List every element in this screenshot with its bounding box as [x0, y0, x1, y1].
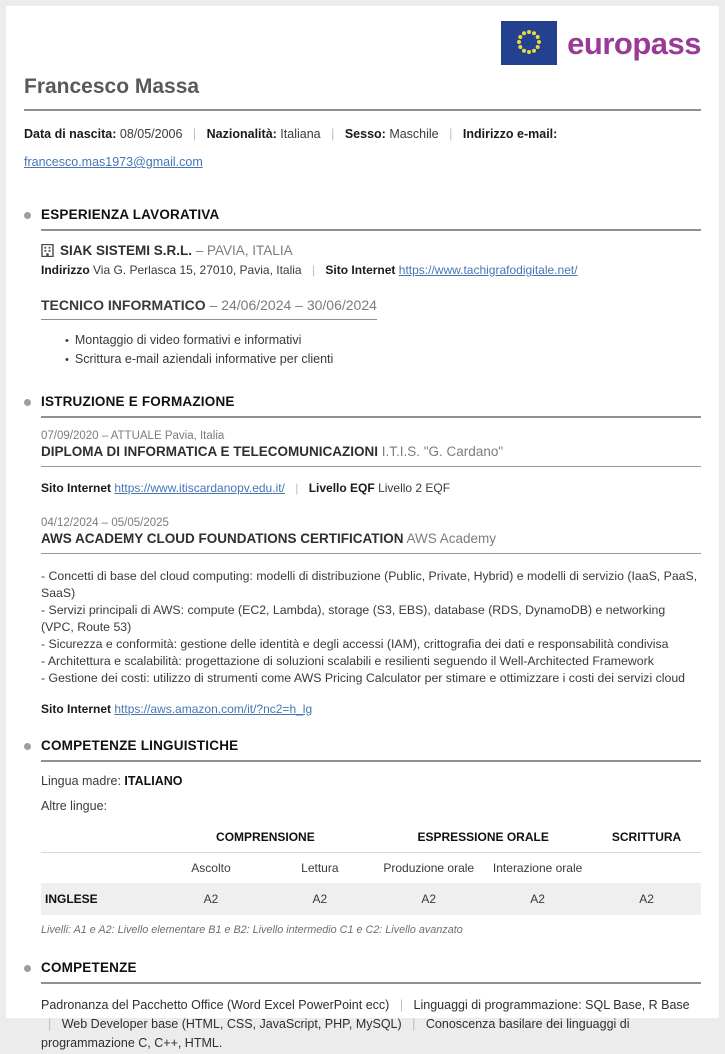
logo-row: [24, 21, 701, 65]
separator: |: [449, 127, 453, 141]
employer-meta-line: [41, 263, 701, 277]
section-work: [41, 207, 701, 370]
separator: |: [331, 127, 335, 141]
employer-website-link[interactable]: https://www.tachigrafodigitale.net/: [398, 263, 578, 277]
level-cell-lettura: A2: [265, 883, 374, 915]
website-label: Sito Internet: [41, 701, 112, 716]
building-icon: [41, 244, 54, 257]
description-line: - Gestione dei costi: utilizzo di strumenti come AWS Pricing Calculator per stimare e ottimizzare i costi dei servizi cloud: [41, 670, 685, 685]
separator: |: [412, 1016, 416, 1031]
nationality-label: Nazionalità:: [206, 127, 277, 141]
column-header-interazione-orale: Interazione orale: [492, 860, 583, 875]
job-duty-item: • Montaggio di video formativi e informativi: [65, 331, 701, 350]
table-corner-cell: [41, 824, 157, 853]
education-degree-line: [41, 531, 701, 554]
aws-website-link[interactable]: https://aws.amazon.com/it/?nc2=h_lg: [114, 701, 313, 716]
separator: |: [311, 263, 316, 277]
education-entry-dates: 07/09/2020 – ATTUALE Pavia, Italia: [41, 429, 225, 442]
skill-item: Padronanza del Pacchetto Office (Word Excel PowerPoint ecc): [41, 997, 390, 1012]
header-divider: [24, 109, 701, 111]
sex-value: Maschile: [389, 127, 439, 141]
degree-title: DIPLOMA DI INFORMATICA E TELECOMUNICAZIONI: [41, 443, 378, 459]
europass-logo: [501, 21, 701, 65]
cv-page: [6, 6, 719, 1051]
column-header-produzione-orale: Produzione orale: [383, 860, 475, 875]
section-bullet-icon: [24, 399, 31, 406]
section-skills: [41, 960, 701, 1054]
education-section-title: ISTRUZIONE E FORMAZIONE: [41, 394, 701, 418]
cefr-levels-note: Livelli: A1 e A2: Livello elementare B1 e B2: Livello intermedio C1 e C2: Livello avanzato: [41, 923, 463, 936]
description-line: - Sicurezza e conformità: gestione delle identità e degli accessi (IAM), crittografia dei dati e responsabilità condivisa: [41, 636, 669, 651]
level-cell-produzione: A2: [374, 883, 483, 915]
birthdate-label: Data di nascita:: [24, 127, 117, 141]
person-name: Francesco Massa: [24, 75, 200, 98]
table-empty-cell: [592, 852, 701, 883]
column-group-scrittura: SCRITTURA: [592, 824, 701, 853]
skill-item: Linguaggi di programmazione: SQL Base, R Base: [413, 997, 690, 1012]
degree-title: AWS ACADEMY CLOUD FOUNDATIONS CERTIFICATION: [41, 530, 404, 546]
address-label: Indirizzo: [41, 263, 90, 277]
column-group-espressione-orale: ESPRESSIONE ORALE: [374, 824, 592, 853]
column-header-lettura: Lettura: [301, 860, 339, 875]
other-languages-label: Altre lingue:: [41, 798, 108, 813]
table-row: [41, 883, 701, 915]
separator: |: [48, 1016, 52, 1031]
job-duties-list: [65, 331, 701, 370]
eqf-value: Livello 2 EQF: [378, 480, 451, 495]
employer-location: – PAVIA, ITALIA: [195, 243, 293, 258]
personal-info-row: [24, 127, 701, 141]
description-line: - Servizi principali di AWS: compute (EC2, Lambda), storage (S3, EBS), database (RDS, DynamoDB) e networking (VPC, Route 53): [41, 602, 666, 634]
education-entry-location: Pavia, Italia: [164, 429, 225, 442]
languages-section-title: COMPETENZE LINGUISTICHE: [41, 738, 701, 762]
certification-meta-line: [41, 702, 701, 716]
mother-tongue-label: Lingua madre:: [41, 773, 121, 788]
separator: |: [399, 997, 404, 1012]
website-label: Sito Internet: [325, 263, 396, 277]
website-label: Sito Internet: [41, 480, 112, 495]
language-skills-table: [41, 824, 701, 915]
eqf-label: Livello EQF: [308, 480, 375, 495]
column-group-comprensione: COMPRENSIONE: [157, 824, 375, 853]
level-cell-interazione: A2: [483, 883, 592, 915]
column-header-ascolto: Ascolto: [191, 860, 231, 875]
school-website-link[interactable]: https://www.itiscardanopv.edu.it/: [114, 480, 285, 495]
work-section-title: ESPERIENZA LAVORATIVA: [41, 207, 701, 231]
job-dates: – 24/06/2024 – 30/06/2024: [209, 297, 377, 313]
skill-item: Web Developer base (HTML, CSS, JavaScript, PHP, MySQL): [61, 1016, 402, 1031]
education-meta-line: [41, 481, 701, 495]
sex-label: Sesso:: [344, 127, 386, 141]
job-title-block: [41, 297, 377, 320]
email-label: Indirizzo e-mail:: [462, 127, 558, 141]
mother-tongue-line: [41, 774, 701, 788]
address-value: Via G. Perlasca 15, 27010, Pavia, Italia: [93, 263, 302, 277]
description-line: - Architettura e scalabilità: progettazione di soluzioni scalabili e resilienti seguendo il Well-Architected Framework: [41, 653, 654, 668]
job-title: TECNICO INFORMATICO: [41, 297, 206, 313]
level-cell-ascolto: A2: [157, 883, 266, 915]
section-bullet-icon: [24, 743, 31, 750]
email-line: [24, 155, 701, 169]
skills-section-title: COMPETENZE: [41, 960, 701, 984]
education-entry-dates: 04/12/2024 – 05/05/2025: [41, 516, 169, 529]
mother-tongue-value: ITALIANO: [124, 773, 183, 788]
section-education: [41, 394, 701, 716]
language-name-cell: INGLESE: [41, 883, 157, 915]
certification-description: [41, 568, 701, 687]
nationality-value: Italiana: [280, 127, 321, 141]
eu-flag-icon: [501, 21, 557, 65]
skills-paragraph: [41, 996, 701, 1054]
section-bullet-icon: [24, 212, 31, 219]
section-bullet-icon: [24, 965, 31, 972]
section-languages: [41, 738, 701, 936]
institution-name: AWS Academy: [406, 530, 497, 546]
institution-name: I.T.I.S. "G. Cardano": [381, 443, 504, 459]
level-cell-scrittura: A2: [592, 883, 701, 915]
employer-name: SIAK SISTEMI S.R.L.: [60, 243, 193, 258]
separator: |: [295, 480, 299, 495]
separator: |: [192, 127, 197, 141]
education-degree-line: [41, 444, 701, 467]
skill-item: Conoscenza basilare dei linguaggi di programmazione C, C++, HTML.: [41, 1016, 630, 1051]
europass-wordmark: europass: [567, 25, 701, 61]
table-empty-cell: [41, 852, 157, 883]
job-duty-item: • Scrittura e-mail aziendali informative per clienti: [65, 350, 701, 369]
birthdate-value: 08/05/2006: [119, 127, 183, 141]
email-link[interactable]: francesco.mas1973@gmail.com: [24, 155, 203, 169]
employer-line: [41, 243, 701, 258]
description-line: - Concetti di base del cloud computing: modelli di distribuzione (Public, Private, Hybrid) e modelli di servizio (IaaS, PaaS, SaaS): [41, 568, 698, 600]
